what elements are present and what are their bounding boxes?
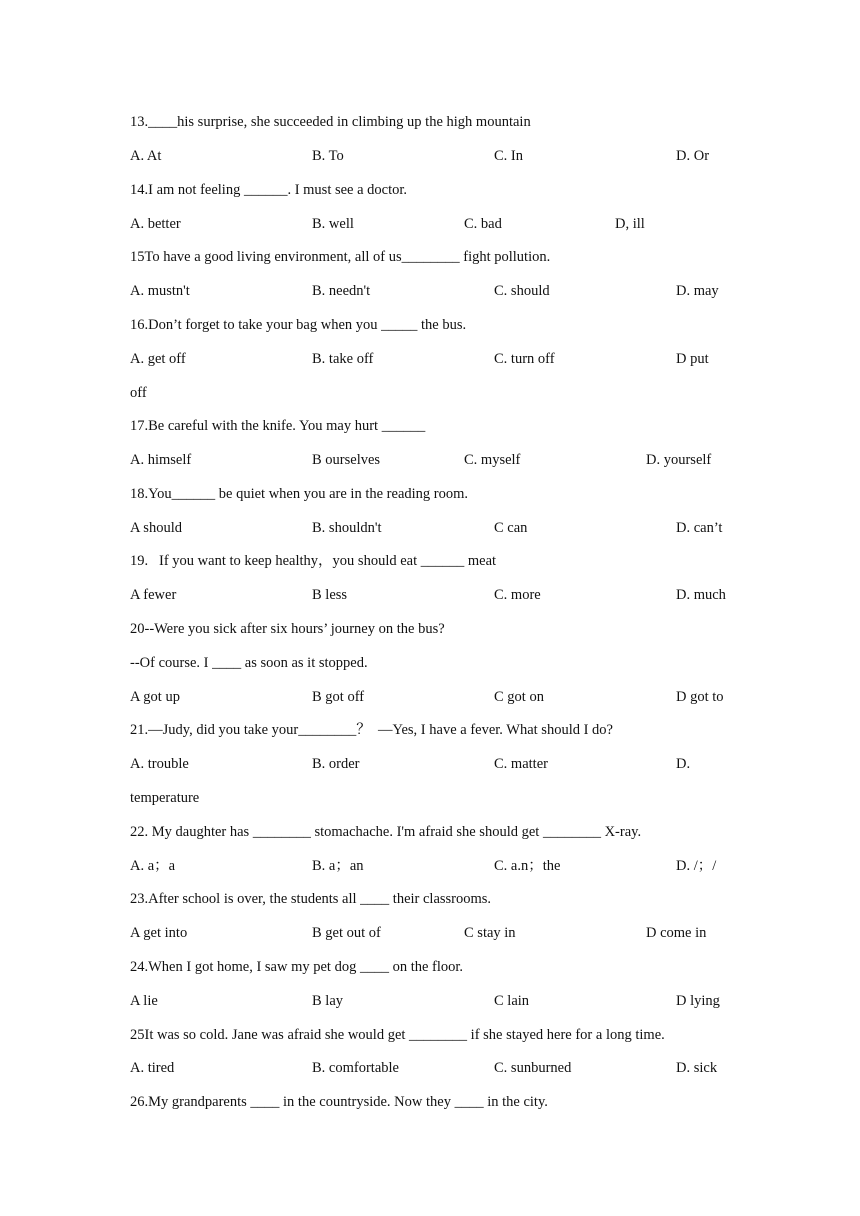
question-23-option-c: C stay in bbox=[464, 925, 516, 941]
question-16-option-d-wrap: off bbox=[130, 385, 147, 401]
question-16-option-c: C. turn off bbox=[494, 351, 555, 367]
question-13-option-a: A. At bbox=[130, 148, 162, 164]
question-13-option-d: D. Or bbox=[676, 148, 710, 164]
question-20-option-b: B got off bbox=[312, 689, 365, 705]
question-17-stem: 17.Be careful with the knife. You may hurt ______ bbox=[130, 418, 426, 434]
question-23-stem: 23.After school is over, the students all ____ their classrooms. bbox=[130, 891, 492, 907]
question-20-option-d: D got to bbox=[676, 689, 724, 705]
question-22-option-c: C. a.n；the bbox=[494, 858, 561, 874]
question-16-stem: 16.Don’t forget to take your bag when you _____ the bus. bbox=[130, 317, 467, 333]
question-14-option-c: C. bad bbox=[464, 216, 502, 232]
question-15-option-c: C. should bbox=[494, 283, 550, 299]
question-15-stem: 15To have a good living environment, all of us________ fight pollution. bbox=[130, 249, 551, 265]
question-14-option-b: B. well bbox=[312, 216, 354, 232]
question-18-option-a: A should bbox=[130, 520, 182, 536]
question-17-option-c: C. myself bbox=[464, 452, 521, 468]
question-15-option-b: B. needn't bbox=[312, 283, 371, 299]
question-21-option-c: C. matter bbox=[494, 756, 548, 772]
question-18-option-d: D. can’t bbox=[676, 520, 723, 536]
question-16-option-a: A. get off bbox=[130, 351, 186, 367]
question-19-option-d: D. much bbox=[676, 587, 726, 603]
question-15-option-a: A. mustn't bbox=[130, 283, 190, 299]
question-20-stem-reply: --Of course. I ____ as soon as it stopped. bbox=[130, 655, 368, 671]
question-16-option-b: B. take off bbox=[312, 351, 374, 367]
question-22-option-d: D. /；/ bbox=[676, 858, 717, 874]
question-21-option-b: B. order bbox=[312, 756, 360, 772]
question-19-stem: 19. If you want to keep healthy，you should eat ______ meat bbox=[130, 553, 497, 569]
question-21-option-a: A. trouble bbox=[130, 756, 189, 772]
question-16-option-d: D put bbox=[676, 351, 709, 367]
question-13-option-b: B. To bbox=[312, 148, 344, 164]
question-18-option-b: B. shouldn't bbox=[312, 520, 382, 536]
question-22-option-b: B. a；an bbox=[312, 858, 364, 874]
question-24-option-d: D lying bbox=[676, 993, 720, 1009]
question-21-option-d: D. bbox=[676, 756, 691, 772]
question-25-stem: 25It was so cold. Jane was afraid she would get ________ if she stayed here for a long time. bbox=[130, 1027, 665, 1043]
question-14-option-a: A. better bbox=[130, 216, 181, 232]
question-17-option-a: A. himself bbox=[130, 452, 192, 468]
question-17-option-b: B ourselves bbox=[312, 452, 381, 468]
question-20-option-a: A got up bbox=[130, 689, 180, 705]
question-26-stem: 26.My grandparents ____ in the countryside. Now they ____ in the city. bbox=[130, 1094, 548, 1110]
question-23-option-a: A get into bbox=[130, 925, 188, 941]
question-19-option-a: A fewer bbox=[130, 587, 177, 603]
question-25-option-d: D. sick bbox=[676, 1060, 718, 1076]
question-24-option-b: B lay bbox=[312, 993, 344, 1009]
question-23-option-b: B get out of bbox=[312, 925, 381, 941]
question-24-stem: 24.When I got home, I saw my pet dog ____ on the floor. bbox=[130, 959, 464, 975]
question-19-option-b: B less bbox=[312, 587, 348, 603]
question-17-option-d: D. yourself bbox=[646, 452, 712, 468]
question-20-stem: 20--Were you sick after six hours’ journey on the bus? bbox=[130, 621, 445, 637]
question-22-stem: 22. My daughter has ________ stomachache. I'm afraid she should get ________ X-ray. bbox=[130, 824, 642, 840]
question-25-option-a: A. tired bbox=[130, 1060, 175, 1076]
question-15-option-d: D. may bbox=[676, 283, 719, 299]
question-14-stem: 14.I am not feeling ______. I must see a doctor. bbox=[130, 182, 408, 198]
question-25-option-b: B. comfortable bbox=[312, 1060, 399, 1076]
question-18-stem: 18.You______ be quiet when you are in the reading room. bbox=[130, 486, 469, 502]
question-24-option-c: C lain bbox=[494, 993, 530, 1009]
question-14-option-d: D, ill bbox=[615, 216, 645, 232]
question-13-option-c: C. In bbox=[494, 148, 523, 164]
question-22-option-a: A. a；a bbox=[130, 858, 176, 874]
question-18-option-c: C can bbox=[494, 520, 528, 536]
question-19-option-c: C. more bbox=[494, 587, 541, 603]
question-21-option-d-wrap: temperature bbox=[130, 790, 200, 806]
question-23-option-d: D come in bbox=[646, 925, 707, 941]
question-25-option-c: C. sunburned bbox=[494, 1060, 572, 1076]
question-20-option-c: C got on bbox=[494, 689, 544, 705]
question-21-stem: 21.—Judy, did you take your________？ —Yes, I have a fever. What should I do? bbox=[130, 722, 613, 738]
question-13-stem: 13.____his surprise, she succeeded in climbing up the high mountain bbox=[130, 114, 531, 130]
question-24-option-a: A lie bbox=[130, 993, 158, 1009]
